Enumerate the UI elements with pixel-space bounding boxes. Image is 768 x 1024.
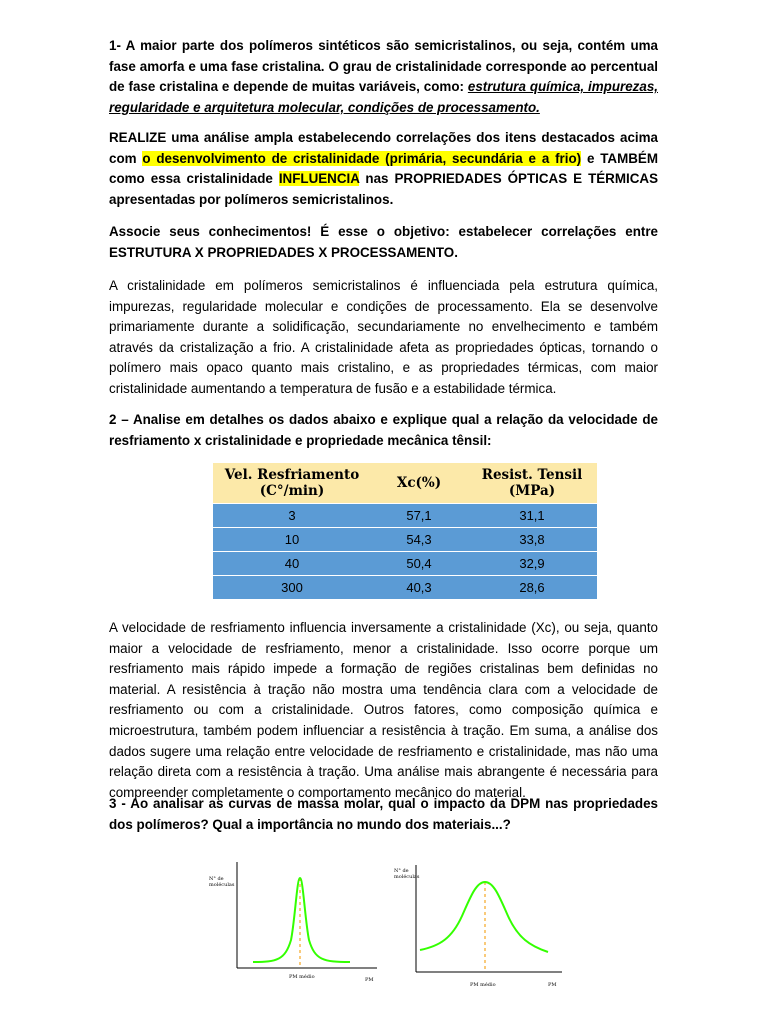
q1-emphasis: estrutura química, impurezas, regularidade e arquitetura molecular, condições de processamento. <box>109 79 658 115</box>
table-cell: 50,4 <box>371 552 467 576</box>
narrow-distribution-curve <box>253 878 350 962</box>
table-cell: 300 <box>213 576 371 600</box>
table-cell: 10 <box>213 528 371 552</box>
q1-task-paragraph <box>109 128 658 210</box>
q2-question: 2 – Analise em detalhes os dados abaixo e explique qual a relação da velocidade de resfriamento x cristalinidade e propriedade mecânica tênsil: <box>109 412 658 448</box>
table-cell: 57,1 <box>371 504 467 528</box>
cooling-data-table <box>213 463 597 599</box>
table-row <box>213 552 597 576</box>
x-axis-label: PM <box>548 982 557 988</box>
y-axis-label-line2: moléculas <box>394 874 420 880</box>
q1-answer-paragraph: A cristalinidade em polímeros semicristalinos é influenciada pela estrutura química, impurezas, regularidade molecular e condições de processamento. Ela se desenvolve primariamente durante a solidificação, secundariamente no envelhecimento e também através da cristalização a frio. A cristalinidade afeta as propriedades ópticas, tornando o polímero mais opaco quanto mais cristalino, e as propriedades térmicas, com maior cristalinidade aumentando a temperatura de fusão e a estabilidade térmica. <box>109 278 658 396</box>
table-cell: 32,9 <box>467 552 597 576</box>
table-cell: 40,3 <box>371 576 467 600</box>
q1-task-c: nas PROPRIEDADES ÓPTICAS E TÉRMICAS apresentadas por polímeros semicristalinos. <box>109 171 658 207</box>
x-axis-label: PM <box>365 977 374 983</box>
y-axis-label-line1: N° de <box>209 876 224 882</box>
y-axis-label-line2: moléculas <box>209 882 235 888</box>
q1-paragraph <box>109 36 658 118</box>
narrow-distribution-figure <box>205 850 385 990</box>
table-header-cooling: Vel. Resfriamento (C°/min) <box>213 463 371 504</box>
table-header-tensile: Resist. Tensil (MPa) <box>467 463 597 504</box>
table-header-row <box>213 463 597 504</box>
table-cell: 31,1 <box>467 504 597 528</box>
q1-task-a: REALIZE uma análise ampla estabelecendo correlações dos itens destacados acima com <box>109 130 658 166</box>
q1-associate-paragraph: Associe seus conhecimentos! É esse o objetivo: estabelecer correlações entre ESTRUTURA X PROPRIEDADES X PROCESSAMENTO. <box>109 224 658 260</box>
y-axis-label-line1: N° de <box>394 868 409 874</box>
table-row <box>213 576 597 600</box>
table-cell: 3 <box>213 504 371 528</box>
mean-label: PM médio <box>289 974 315 980</box>
q2-answer-paragraph: A velocidade de resfriamento influencia inversamente a cristalinidade (Xc), ou seja, quanto maior a velocidade de resfriamento, menor a cristalinidade. Isso ocorre porque um resfriamento mais rápido impede a formação de regiões cristalinas bem definidas no material. A resistência à tração não mostra uma tendência clara com a velocidade de resfriamento ou com a cristalinidade. Outros fatores, como composição química e microestrutura, também podem influenciar a resistência à tração. Em suma, a análise dos dados sugere uma relação entre velocidade de resfriamento e cristalinidade, mas não uma relação direta com a resistência à tração. Uma análise mais abrangente é necessária para compreender completamente o comportamento mecânico do material. <box>109 620 658 800</box>
q1-intro: 1- A maior parte dos polímeros sintéticos são semicristalinos, ou seja, contém uma fase amorfa e uma fase cristalina. O grau de cristalinidade corresponde ao percentual de fase cristalina e depende de muitas variáveis, como: <box>109 38 658 95</box>
table-row <box>213 528 597 552</box>
broad-distribution-figure <box>390 860 570 1000</box>
table-cell: 54,3 <box>371 528 467 552</box>
table-cell: 28,6 <box>467 576 597 600</box>
q3-question: 3 - Ao analisar as curvas de massa molar, qual o impacto da DPM nas propriedades dos polímeros? Qual a importância no mundo dos materiais...? <box>109 796 658 832</box>
q1-task-highlight-1: o desenvolvimento de cristalinidade (primária, secundária e a frio) <box>142 150 582 166</box>
table-cell: 33,8 <box>467 528 597 552</box>
mean-label: PM médio <box>470 982 496 988</box>
q1-task-b: e TAMBÉM como essa cristalinidade <box>109 150 658 187</box>
table-row <box>213 504 597 528</box>
q1-task-highlight-2: INFLUENCIA <box>278 171 360 187</box>
broad-distribution-curve <box>420 882 548 952</box>
table-header-xc: Xc(%) <box>371 463 467 504</box>
table-cell: 40 <box>213 552 371 576</box>
